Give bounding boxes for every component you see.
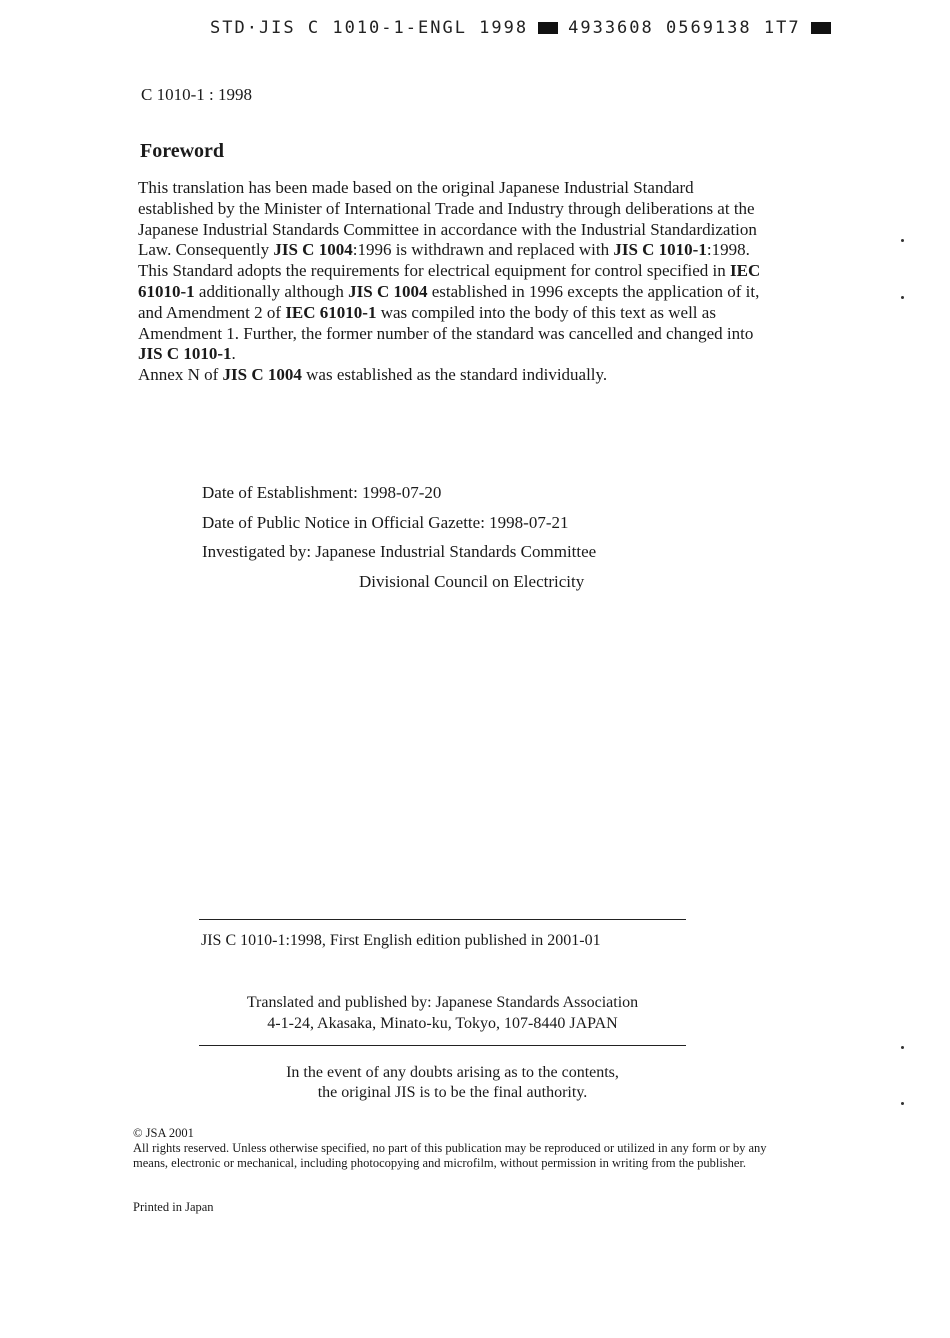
council-name: Divisional Council on Electricity — [359, 572, 585, 592]
divider-rule — [199, 919, 686, 920]
standard-ref: IEC 61010-1 — [138, 261, 761, 301]
foreword-title: Foreword — [140, 140, 225, 162]
scan-speck — [901, 239, 904, 242]
foreword-text: :1998. This Standard adopts the requirements for electrical equipment for control specified in — [138, 240, 750, 281]
foreword-text: established in 1996 excepts the application of it, and Amendment 2 of — [138, 281, 760, 322]
redaction-block — [811, 22, 831, 34]
foreword-paragraph — [138, 178, 762, 386]
publisher-address: 4-1-24, Akasaka, Minato-ku, Tokyo, 107-8440 JAPAN — [267, 1014, 618, 1032]
redaction-block — [538, 22, 558, 34]
authority-line: In the event of any doubts arising as to the contents, — [286, 1064, 619, 1081]
public-notice-date: Date of Public Notice in Official Gazette: 1998-07-21 — [202, 512, 569, 532]
standard-ref: JIS C 1010-1 — [138, 344, 232, 364]
edition-line: JIS C 1010-1:1998, First English edition published in 2001-01 — [201, 932, 601, 949]
rights-text: All rights reserved. Unless otherwise specified, no part of this publication may be reproduced or utilized in any form or by any means, electronic or mechanical, including photocopying and microfilm, without permission in writing from the publisher. — [133, 1141, 767, 1170]
header-code-strip — [210, 18, 841, 38]
standard-ref: JIS C 1010-1 — [613, 240, 707, 260]
standard-ref: JIS C 1004 — [273, 240, 353, 260]
establishment-date: Date of Establishment: 1998-07-20 — [202, 483, 442, 502]
foreword-text: was compiled into the body of this text as well as Amendment 1. Further, the former number of the standard was cancelled and changed into — [138, 302, 754, 343]
document-id: C 1010-1 : 1998 — [141, 85, 252, 104]
investigated-by: Investigated by: Japanese Industrial Standards Committee — [202, 542, 597, 562]
standard-ref: IEC 61010-1 — [285, 302, 377, 322]
publisher-line: Translated and published by: Japanese Standards Association — [246, 994, 639, 1011]
publisher-block — [200, 993, 685, 1034]
legal-notice — [133, 1126, 783, 1171]
header-right-code: 4933608 0569138 1T7 — [568, 18, 801, 38]
foreword-text: This translation has been made based on the original Japanese Industrial Standard established by the Minister of International Trade and Industry through deliberations at the Japanese Industrial Standards Committee in accordance with the Industrial Standardization Law. Consequently — [138, 178, 757, 260]
standard-ref: JIS C 1004 — [348, 281, 428, 301]
printed-in: Printed in Japan — [133, 1200, 214, 1214]
scan-speck — [901, 1102, 904, 1105]
scan-speck — [901, 296, 904, 299]
foreword-text: was established as the standard individually. — [301, 365, 608, 385]
standard-ref: JIS C 1004 — [222, 365, 302, 385]
authority-line: the original JIS is to be the final authority. — [317, 1084, 588, 1101]
copyright-line: © JSA 2001 — [133, 1126, 194, 1140]
authority-note — [200, 1063, 705, 1103]
foreword-text: Annex N of — [138, 365, 223, 385]
divider-rule — [199, 1045, 686, 1046]
foreword-text: additionally although — [194, 281, 349, 301]
scan-speck — [901, 1046, 904, 1049]
dates-block — [202, 478, 596, 597]
foreword-text: :1996 is withdrawn and replaced with — [352, 240, 614, 260]
foreword-text: . — [231, 344, 236, 364]
header-left-code: STD·JIS C 1010-1-ENGL 1998 — [210, 18, 529, 38]
